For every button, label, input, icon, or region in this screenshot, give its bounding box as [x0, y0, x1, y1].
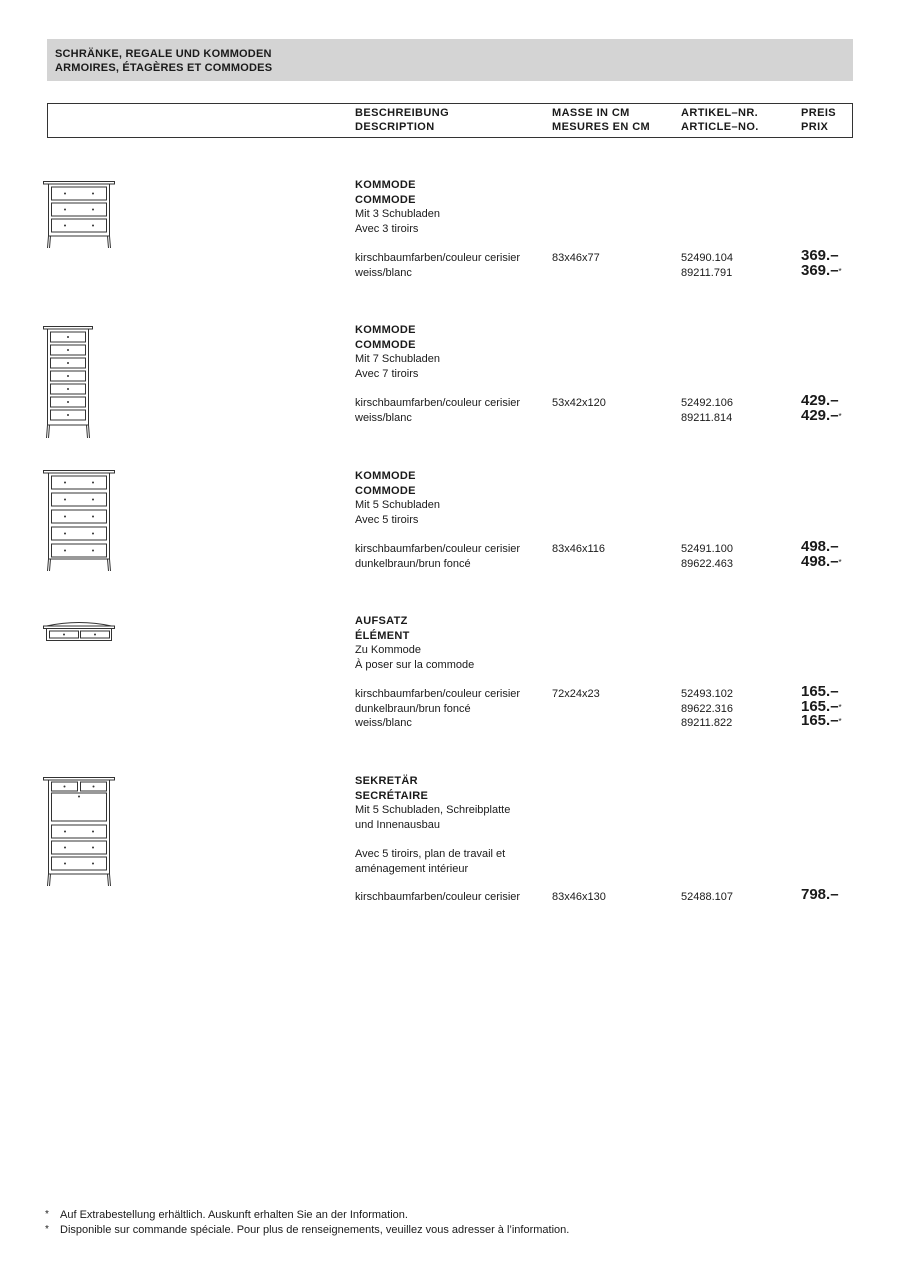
price: 165.–* — [801, 712, 842, 730]
variant-row: weiss/blanc 89211.814 429.–* — [355, 406, 842, 424]
price: 165.–* — [801, 697, 842, 715]
column-price: PREIS PRIX — [801, 107, 837, 133]
price: 369.– — [801, 247, 839, 264]
footnotes — [45, 1208, 569, 1238]
column-measures: MASSE IN CM MESURES EN CM — [552, 107, 651, 133]
product-description: KOMMODE COMMODE Mit 3 Schubladen Avec 3 tiroirs — [355, 179, 440, 235]
product-description: AUFSATZ ÉLÉMENT Zu Kommode À poser sur la commode — [355, 615, 475, 671]
variant-row: kirschbaumfarben/couleur cerisier 83x46x116 52491.100 498.– — [355, 538, 839, 555]
column-header — [47, 103, 853, 138]
product-description: KOMMODE COMMODE Mit 5 Schubladen Avec 5 tiroirs — [355, 470, 440, 526]
price: 498.–* — [801, 552, 842, 570]
dresser-3-drawers-illustration — [42, 180, 116, 250]
column-article: ARTIKEL–NR. ARTICLE–NO. — [681, 107, 759, 133]
column-description: BESCHREIBUNG DESCRIPTION — [355, 107, 450, 133]
footnote-fr: * Disponible sur commande spéciale. Pour plus de renseignements, veuillez vous adresser à l’information. — [45, 1224, 570, 1236]
variant-row: kirschbaumfarben/couleur cerisier 83x46x130 52488.107 798.– — [355, 886, 839, 903]
price: 369.–* — [801, 261, 842, 279]
section-title-de: SCHRÄNKE, REGALE UND KOMMODEN — [55, 48, 272, 60]
variant-row: dunkelbraun/brun foncé 89622.316 165.–* — [355, 697, 842, 715]
price: 165.– — [801, 683, 839, 700]
price: 798.– — [801, 886, 839, 903]
variant-row: weiss/blanc 89211.822 165.–* — [355, 712, 842, 730]
variant-row: kirschbaumfarben/couleur cerisier 83x46x77 52490.104 369.– — [355, 247, 839, 264]
section-header — [47, 39, 853, 81]
product-description: KOMMODE COMMODE Mit 7 Schubladen Avec 7 tiroirs — [355, 324, 440, 380]
footnote-de: * Auf Extrabestellung erhältlich. Auskunft erhalten Sie an der Information. — [45, 1209, 408, 1221]
top-unit-illustration — [42, 618, 116, 644]
price: 498.– — [801, 538, 839, 555]
variant-row: dunkelbraun/brun foncé 89622.463 498.–* — [355, 552, 842, 570]
section-title-fr: ARMOIRES, ÉTAGÈRES ET COMMODES — [55, 62, 273, 74]
product-description: SEKRETÄR SECRÉTAIRE Mit 5 Schubladen, Schreibplatte und Innenausbau Avec 5 tiroirs, plan de travail et aménagement intérieur — [355, 775, 511, 875]
variant-row: kirschbaumfarben/couleur cerisier 53x42x120 52492.106 429.– — [355, 392, 839, 409]
price: 429.–* — [801, 406, 842, 424]
variant-row: kirschbaumfarben/couleur cerisier 72x24x23 52493.102 165.– — [355, 683, 839, 700]
variant-row: weiss/blanc 89211.791 369.–* — [355, 261, 842, 279]
secretary-desk-illustration — [42, 776, 116, 888]
price: 429.– — [801, 392, 839, 409]
